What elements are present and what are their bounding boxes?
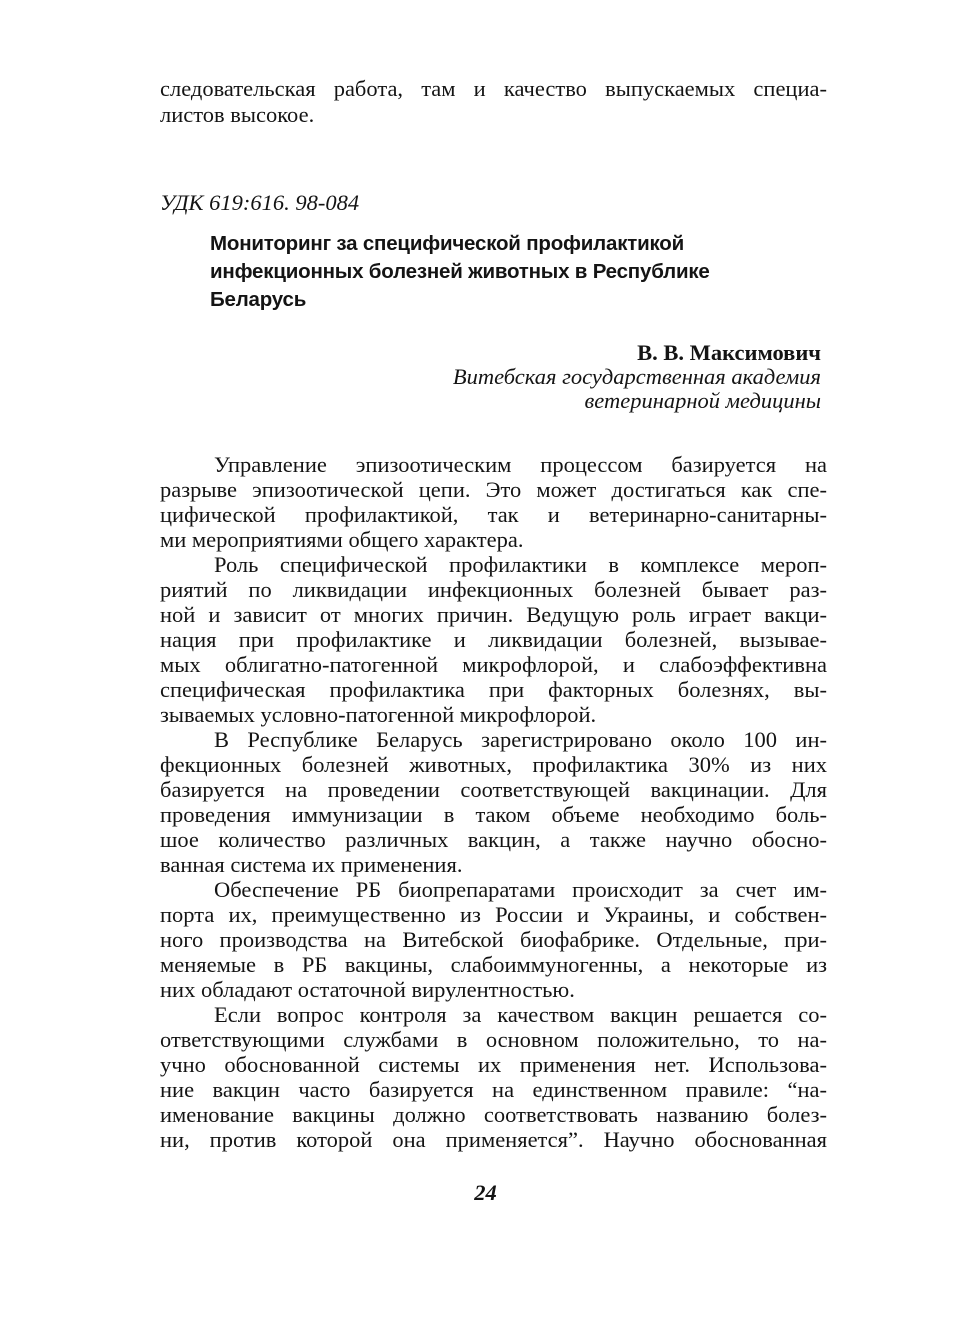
paragraph-line: В Республике Беларусь зарегистрировано около 100 ин-: [214, 727, 827, 752]
intro-line: следовательская работа, там и качество выпускаемых специа-: [160, 76, 827, 101]
paragraph-line: ного производства на Витебской биофабрике. Отдельные, при-: [160, 927, 827, 952]
paragraph-line: риятий по ликвидации инфекционных болезней бывает раз-: [160, 577, 827, 602]
paragraph-line: Если вопрос контроля за качеством вакцин решается со-: [214, 1002, 827, 1027]
paragraph-line: зываемых условно-патогенной микрофлорой.: [160, 702, 597, 727]
paragraph-line: ни, против которой она применяется”. Научно обоснованная: [160, 1127, 827, 1152]
paragraph-line: цифической профилактикой, так и ветеринарно-санитарны-: [160, 502, 827, 527]
paragraph-line: ответствующими службами в основном положительно, то на-: [160, 1027, 827, 1052]
paragraph-line: меняемые в РБ вакцины, слабоиммуногенны, а некоторые из: [160, 952, 827, 977]
paragraph-line: разрыве эпизоотической цепи. Это может достигаться как спе-: [160, 477, 827, 502]
paragraph-line: Роль специфической профилактики в комплексе мероп-: [214, 552, 827, 577]
affiliation-line: Витебская государственная академия: [452, 364, 821, 389]
author-name: В. В. Максимович: [637, 340, 821, 365]
paragraph-line: них обладают остаточной вирулентностью.: [160, 977, 575, 1002]
paragraph-line: ванная система их применения.: [160, 852, 463, 877]
paragraph-line: проведения иммунизации в таком объеме необходимо боль-: [160, 802, 827, 827]
article-title-line: инфекционных болезней животных в Республике: [210, 260, 710, 283]
paragraph-line: Управление эпизоотическим процессом базируется на: [214, 452, 827, 477]
paragraph-line: порта их, преимущественно из России и Украины, и собствен-: [160, 902, 827, 927]
udk-code: УДК 619:616. 98-084: [160, 190, 360, 215]
intro-line: листов высокое.: [160, 102, 315, 127]
paragraph-line: базируется на проведении соответствующей вакцинации. Для: [160, 777, 827, 802]
paragraph-line: Обеспечение РБ биопрепаратами происходит за счет им-: [214, 877, 827, 902]
article-title-line: Беларусь: [210, 288, 307, 311]
paragraph-line: именование вакцины должно соответствовать названию болез-: [160, 1102, 827, 1127]
paragraph-line: нация при профилактике и ликвидации болезней, вызывае-: [160, 627, 827, 652]
paragraph-line: ной и зависит от многих причин. Ведущую роль играет вакци-: [160, 602, 827, 627]
article-title-line: Мониторинг за специфической профилактикой: [210, 232, 685, 255]
paragraph-line: шое количество различных вакцин, а также научно обосно-: [160, 827, 827, 852]
paragraph-line: учно обоснованной системы их применения нет. Использова-: [160, 1052, 827, 1077]
affiliation-line: ветеринарной медицины: [584, 388, 821, 413]
page-number: 24: [474, 1180, 497, 1205]
paragraph-line: специфическая профилактика при факторных болезнях, вы-: [160, 677, 827, 702]
paragraph-line: мых облигатно-патогенной микрофлорой, и слабоэффективна: [160, 652, 827, 677]
paragraph-line: ние вакцин часто базируется на единственном правиле: “на-: [160, 1077, 827, 1102]
paragraph-line: ми мероприятиями общего характера.: [160, 527, 524, 552]
paragraph-line: фекционных болезней животных, профилактика 30% из них: [160, 752, 827, 777]
